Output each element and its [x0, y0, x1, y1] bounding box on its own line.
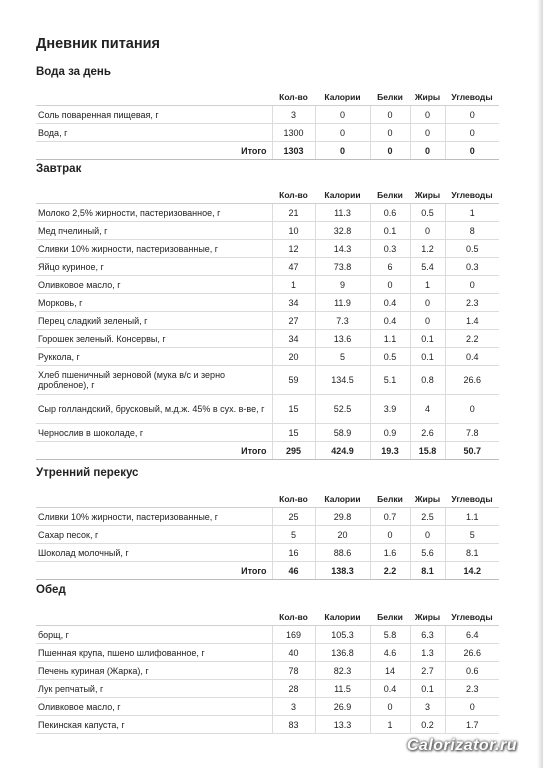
fat-cell: 1.3 [410, 644, 445, 662]
header-carbs: Углеводы [445, 186, 499, 204]
carbs-cell: 2.3 [445, 294, 499, 312]
food-name: Сахар песок, г [36, 526, 272, 544]
food-name: Лук репчатый, г [36, 680, 272, 698]
total-row [36, 442, 499, 460]
total-calories: 138.3 [315, 562, 370, 580]
qty-cell: 1300 [272, 124, 315, 142]
table-morning-snack [36, 490, 499, 580]
fat-cell: 0 [410, 124, 445, 142]
food-name: борщ, г [36, 626, 272, 644]
total-fat: 8.1 [410, 562, 445, 580]
fat-cell: 0.8 [410, 366, 445, 395]
table-row [36, 662, 499, 680]
table-row [36, 330, 499, 348]
table-breakfast [36, 186, 499, 460]
header-protein: Белки [370, 186, 410, 204]
carbs-cell: 0 [445, 124, 499, 142]
table-row [36, 644, 499, 662]
total-label: Итого [36, 142, 272, 160]
table-header-row [36, 88, 499, 106]
table-header-row [36, 608, 499, 626]
protein-cell: 0.5 [370, 348, 410, 366]
header-name [36, 186, 272, 204]
total-label: Итого [36, 442, 272, 460]
protein-cell: 5.1 [370, 366, 410, 395]
qty-cell: 78 [272, 662, 315, 680]
total-calories: 424.9 [315, 442, 370, 460]
fat-cell: 0.1 [410, 330, 445, 348]
header-fat: Жиры [410, 88, 445, 106]
table-row [36, 124, 499, 142]
table-row [36, 626, 499, 644]
qty-cell: 83 [272, 716, 315, 734]
calories-cell: 20 [315, 526, 370, 544]
fat-cell: 3 [410, 698, 445, 716]
calories-cell: 136.8 [315, 644, 370, 662]
food-name: Морковь, г [36, 294, 272, 312]
qty-cell: 5 [272, 526, 315, 544]
total-qty: 1303 [272, 142, 315, 160]
table-row [36, 276, 499, 294]
carbs-cell: 0.6 [445, 662, 499, 680]
table-lunch [36, 608, 499, 734]
total-qty: 295 [272, 442, 315, 460]
qty-cell: 15 [272, 395, 315, 424]
food-name: Соль поваренная пищевая, г [36, 106, 272, 124]
calories-cell: 0 [315, 106, 370, 124]
total-protein: 2.2 [370, 562, 410, 580]
table-row [36, 240, 499, 258]
table-row [36, 294, 499, 312]
calories-cell: 73.8 [315, 258, 370, 276]
header-carbs: Углеводы [445, 88, 499, 106]
carbs-cell: 1 [445, 204, 499, 222]
fat-cell: 0.1 [410, 680, 445, 698]
table-row [36, 424, 499, 442]
protein-cell: 0 [370, 698, 410, 716]
header-fat: Жиры [410, 186, 445, 204]
carbs-cell: 0.4 [445, 348, 499, 366]
food-name: Оливковое масло, г [36, 698, 272, 716]
header-fat: Жиры [410, 608, 445, 626]
table-row [36, 680, 499, 698]
carbs-cell: 0.5 [445, 240, 499, 258]
section-title-lunch: Обед [36, 584, 66, 596]
calories-cell: 11.9 [315, 294, 370, 312]
carbs-cell: 2.3 [445, 680, 499, 698]
carbs-cell: 6.4 [445, 626, 499, 644]
qty-cell: 47 [272, 258, 315, 276]
calories-cell: 0 [315, 124, 370, 142]
fat-cell: 0 [410, 526, 445, 544]
table-row [36, 544, 499, 562]
table-row [36, 312, 499, 330]
calories-cell: 88.6 [315, 544, 370, 562]
page-edge-shadow [537, 0, 543, 768]
header-calories: Калории [315, 88, 370, 106]
protein-cell: 14 [370, 662, 410, 680]
header-qty: Кол-во [272, 186, 315, 204]
food-name: Сыр голландский, брусковый, м.д.ж. 45% в сух. в-ве, г [36, 395, 272, 424]
header-name [36, 490, 272, 508]
total-protein: 19.3 [370, 442, 410, 460]
total-label: Итого [36, 562, 272, 580]
qty-cell: 25 [272, 508, 315, 526]
header-fat: Жиры [410, 490, 445, 508]
protein-cell: 0.4 [370, 294, 410, 312]
calories-cell: 32.8 [315, 222, 370, 240]
qty-cell: 3 [272, 106, 315, 124]
carbs-cell: 2.2 [445, 330, 499, 348]
header-qty: Кол-во [272, 88, 315, 106]
calories-cell: 5 [315, 348, 370, 366]
protein-cell: 0.9 [370, 424, 410, 442]
header-qty: Кол-во [272, 490, 315, 508]
qty-cell: 20 [272, 348, 315, 366]
qty-cell: 34 [272, 294, 315, 312]
total-fat: 0 [410, 142, 445, 160]
fat-cell: 0 [410, 294, 445, 312]
fat-cell: 2.6 [410, 424, 445, 442]
carbs-cell: 5 [445, 526, 499, 544]
header-calories: Калории [315, 608, 370, 626]
table-row [36, 258, 499, 276]
header-protein: Белки [370, 608, 410, 626]
protein-cell: 0 [370, 124, 410, 142]
fat-cell: 4 [410, 395, 445, 424]
carbs-cell: 1.7 [445, 716, 499, 734]
page-title: Дневник питания [36, 36, 160, 52]
calories-cell: 14.3 [315, 240, 370, 258]
watermark-logo: Calorizator.ru [406, 737, 517, 754]
qty-cell: 27 [272, 312, 315, 330]
header-protein: Белки [370, 88, 410, 106]
table-header-row [36, 490, 499, 508]
protein-cell: 0.6 [370, 204, 410, 222]
total-calories: 0 [315, 142, 370, 160]
protein-cell: 0 [370, 106, 410, 124]
food-name: Пшенная крупа, пшено шлифованное, г [36, 644, 272, 662]
qty-cell: 15 [272, 424, 315, 442]
qty-cell: 3 [272, 698, 315, 716]
calories-cell: 13.6 [315, 330, 370, 348]
fat-cell: 6.3 [410, 626, 445, 644]
food-name: Перец сладкий зеленый, г [36, 312, 272, 330]
fat-cell: 1 [410, 276, 445, 294]
fat-cell: 2.7 [410, 662, 445, 680]
table-row [36, 106, 499, 124]
protein-cell: 1.6 [370, 544, 410, 562]
table-row [36, 395, 499, 424]
qty-cell: 16 [272, 544, 315, 562]
protein-cell: 6 [370, 258, 410, 276]
table-row [36, 222, 499, 240]
food-name: Хлеб пшеничный зерновой (мука в/с и зерно дробленое), г [36, 366, 272, 395]
protein-cell: 0 [370, 276, 410, 294]
carbs-cell: 0 [445, 276, 499, 294]
food-name: Печень куриная (Жарка), г [36, 662, 272, 680]
qty-cell: 28 [272, 680, 315, 698]
table-row [36, 348, 499, 366]
section-title-water: Вода за день [36, 66, 111, 78]
protein-cell: 0.4 [370, 312, 410, 330]
fat-cell: 5.4 [410, 258, 445, 276]
calories-cell: 82.3 [315, 662, 370, 680]
carbs-cell: 1.1 [445, 508, 499, 526]
carbs-cell: 26.6 [445, 366, 499, 395]
food-name: Сливки 10% жирности, пастеризованные, г [36, 508, 272, 526]
food-name: Яйцо куриное, г [36, 258, 272, 276]
food-name: Горошек зеленый. Консервы, г [36, 330, 272, 348]
table-row [36, 526, 499, 544]
calories-cell: 26.9 [315, 698, 370, 716]
protein-cell: 4.6 [370, 644, 410, 662]
protein-cell: 1.1 [370, 330, 410, 348]
carbs-cell: 1.4 [445, 312, 499, 330]
qty-cell: 34 [272, 330, 315, 348]
fat-cell: 0.5 [410, 204, 445, 222]
carbs-cell: 0 [445, 698, 499, 716]
carbs-cell: 26.6 [445, 644, 499, 662]
header-name [36, 608, 272, 626]
qty-cell: 10 [272, 222, 315, 240]
calories-cell: 13.3 [315, 716, 370, 734]
total-row [36, 142, 499, 160]
header-carbs: Углеводы [445, 608, 499, 626]
table-row [36, 366, 499, 395]
qty-cell: 12 [272, 240, 315, 258]
protein-cell: 5.8 [370, 626, 410, 644]
food-name: Оливковое масло, г [36, 276, 272, 294]
protein-cell: 0.1 [370, 222, 410, 240]
fat-cell: 0.2 [410, 716, 445, 734]
qty-cell: 21 [272, 204, 315, 222]
header-name [36, 88, 272, 106]
calories-cell: 58.9 [315, 424, 370, 442]
food-name: Пекинская капуста, г [36, 716, 272, 734]
calories-cell: 52.5 [315, 395, 370, 424]
food-name: Чернослив в шоколаде, г [36, 424, 272, 442]
protein-cell: 0.7 [370, 508, 410, 526]
total-carbs: 0 [445, 142, 499, 160]
table-row [36, 508, 499, 526]
qty-cell: 169 [272, 626, 315, 644]
calories-cell: 105.3 [315, 626, 370, 644]
table-water [36, 88, 499, 160]
qty-cell: 1 [272, 276, 315, 294]
header-qty: Кол-во [272, 608, 315, 626]
total-row [36, 562, 499, 580]
qty-cell: 59 [272, 366, 315, 395]
total-fat: 15.8 [410, 442, 445, 460]
total-qty: 46 [272, 562, 315, 580]
table-header-row [36, 186, 499, 204]
protein-cell: 0.4 [370, 680, 410, 698]
protein-cell: 3.9 [370, 395, 410, 424]
fat-cell: 0.1 [410, 348, 445, 366]
table-row [36, 204, 499, 222]
header-calories: Калории [315, 186, 370, 204]
fat-cell: 1.2 [410, 240, 445, 258]
carbs-cell: 0 [445, 106, 499, 124]
carbs-cell: 8 [445, 222, 499, 240]
total-carbs: 50.7 [445, 442, 499, 460]
food-name: Вода, г [36, 124, 272, 142]
carbs-cell: 7.8 [445, 424, 499, 442]
section-title-breakfast: Завтрак [36, 163, 82, 175]
protein-cell: 1 [370, 716, 410, 734]
fat-cell: 5.6 [410, 544, 445, 562]
food-name: Руккола, г [36, 348, 272, 366]
carbs-cell: 0.3 [445, 258, 499, 276]
table-row [36, 716, 499, 734]
food-name: Сливки 10% жирности, пастеризованные, г [36, 240, 272, 258]
calories-cell: 9 [315, 276, 370, 294]
fat-cell: 0 [410, 222, 445, 240]
total-protein: 0 [370, 142, 410, 160]
fat-cell: 0 [410, 312, 445, 330]
fat-cell: 0 [410, 106, 445, 124]
header-protein: Белки [370, 490, 410, 508]
calories-cell: 134.5 [315, 366, 370, 395]
calories-cell: 29.8 [315, 508, 370, 526]
carbs-cell: 8.1 [445, 544, 499, 562]
qty-cell: 40 [272, 644, 315, 662]
total-carbs: 14.2 [445, 562, 499, 580]
table-row [36, 698, 499, 716]
fat-cell: 2.5 [410, 508, 445, 526]
header-carbs: Углеводы [445, 490, 499, 508]
food-name: Молоко 2,5% жирности, пастеризованное, г [36, 204, 272, 222]
section-title-morning-snack: Утренний перекус [36, 467, 139, 479]
carbs-cell: 0 [445, 395, 499, 424]
protein-cell: 0 [370, 526, 410, 544]
calories-cell: 7.3 [315, 312, 370, 330]
calories-cell: 11.5 [315, 680, 370, 698]
protein-cell: 0.3 [370, 240, 410, 258]
food-name: Шоколад молочный, г [36, 544, 272, 562]
calories-cell: 11.3 [315, 204, 370, 222]
header-calories: Калории [315, 490, 370, 508]
food-name: Мед пчелиный, г [36, 222, 272, 240]
